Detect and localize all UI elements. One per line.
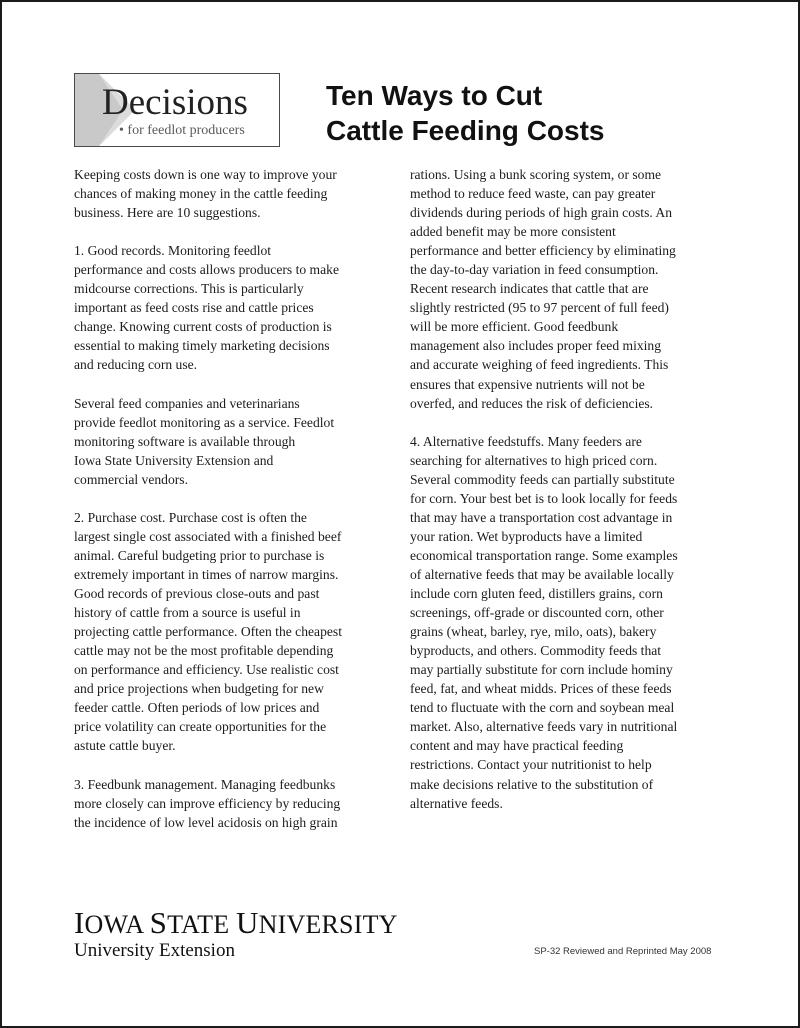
text-line: your ration. Wet byproducts have a limited — [410, 528, 643, 544]
university-word: OWA — [84, 910, 150, 939]
text-line: make decisions relative to the substitution of — [410, 776, 654, 792]
text-line: extremely important in times of narrow margins. — [74, 566, 339, 582]
text-line: change. Knowing current costs of production is — [74, 319, 332, 335]
text-line: animal. Careful budgeting prior to purchase is — [74, 547, 325, 563]
text-line: commercial vendors. — [74, 471, 188, 487]
paragraph — [410, 432, 740, 813]
decisions-logo — [74, 73, 280, 147]
text-line: include corn gluten feed, distillers grains, corn — [410, 586, 663, 602]
text-line: history of cattle from a source is useful in — [74, 605, 301, 621]
text-line: performance and better efficiency by eliminating — [410, 243, 676, 259]
text-line: of alternative feeds that may be available locally — [410, 566, 674, 582]
text-line: 1. Good records. Monitoring feedlot — [74, 243, 272, 259]
logo-title: Decisions — [102, 82, 248, 123]
text-line: for corn. Your best bet is to look locally for feeds — [410, 490, 678, 506]
text-line: dividends during periods of high grain costs. An — [410, 205, 673, 221]
paragraph — [74, 775, 404, 832]
text-line: midcourse corrections. This is particularly — [74, 281, 304, 297]
paragraph — [74, 508, 404, 756]
text-line: Keeping costs down is one way to improve your — [74, 167, 337, 182]
text-line: performance and costs allows producers to make — [74, 262, 339, 278]
text-line: restrictions. Contact your nutritionist to help — [410, 757, 652, 773]
text-line: 4. Alternative feedstuffs. Many feeders are — [410, 433, 642, 449]
university-word: TATE — [167, 910, 237, 939]
text-line: added benefit may be more consistent — [410, 224, 616, 240]
text-line: the day-to-day variation in feed consumption. — [410, 262, 659, 278]
paragraph — [74, 165, 404, 222]
text-line: searching for alternatives to high priced corn. — [410, 452, 658, 468]
text-line: astute cattle buyer. — [74, 738, 176, 754]
iowa-state-university-logo — [74, 905, 398, 961]
text-line: may partially substitute for corn include hominy — [410, 662, 673, 678]
text-line: price volatility can create opportunities for the — [74, 719, 327, 735]
university-word: NIVERSITY — [258, 910, 398, 939]
text-line: 3. Feedbunk management. Managing feedbunks — [74, 776, 336, 792]
text-line: economical transportation range. Some examples — [410, 547, 678, 563]
text-line: 2. Purchase cost. Purchase cost is often the — [74, 509, 307, 525]
text-line: and accurate weighing of feed ingredients. This — [410, 357, 669, 373]
text-line: that may have a transportation cost advantage in — [410, 509, 673, 525]
text-line: largest single cost associated with a finished beef — [74, 528, 342, 544]
text-line: rations. Using a bunk scoring system, or some — [410, 167, 662, 182]
text-line: Iowa State University Extension and — [74, 452, 274, 468]
text-line: more closely can improve efficiency by reducing — [74, 795, 341, 811]
text-line: byproducts, and others. Commodity feeds that — [410, 643, 662, 659]
text-line: feed, fat, and wheat midds. Prices of these feeds — [410, 681, 672, 697]
university-initial: S — [149, 905, 168, 940]
text-line: the incidence of low level acidosis on high grain — [74, 814, 338, 830]
university-initial: U — [236, 905, 259, 940]
text-line: screenings, off-grade or discounted corn, other — [410, 605, 664, 621]
paragraph — [74, 241, 404, 374]
text-line: will be more efficient. Good feedbunk — [410, 319, 619, 335]
text-line: market. Also, alternative feeds vary in nutritional — [410, 719, 678, 735]
paragraph — [74, 394, 404, 489]
logo-subtitle: • for feedlot producers — [119, 123, 245, 138]
text-line: Several commodity feeds can partially substitute — [410, 471, 675, 487]
text-line: provide feedlot monitoring as a service. Feedlot — [74, 414, 335, 430]
title-line: Cattle Feeding Costs — [326, 115, 605, 146]
text-line: monitoring software is available through — [74, 433, 296, 449]
text-line: essential to making timely marketing decisions — [74, 338, 330, 354]
document-title — [326, 78, 604, 148]
text-line: on performance and efficiency. Use realistic cost — [74, 662, 339, 678]
text-line: tend to fluctuate with the corn and soybean meal — [410, 700, 675, 716]
text-line: Several feed companies and veterinarians — [74, 395, 300, 411]
text-line: important as feed costs rise and cattle prices — [74, 300, 314, 316]
text-line: content and may have practical feeding — [410, 738, 624, 754]
publication-note: SP-32 Reviewed and Reprinted May 2008 — [534, 946, 712, 957]
university-extension: University Extension — [74, 940, 235, 961]
university-initial: I — [74, 905, 85, 940]
text-line: method to reduce feed waste, can pay greater — [410, 186, 656, 202]
text-line: ensures that expensive nutrients will not be — [410, 376, 645, 392]
text-line: overfed, and reduces the risk of deficiencies. — [410, 395, 654, 411]
text-line: slightly restricted (95 to 97 percent of full feed) — [410, 300, 669, 316]
text-line: and reducing corn use. — [74, 357, 198, 373]
right-column — [410, 165, 740, 813]
text-line: grains (wheat, barley, rye, milo, oats), bakery — [410, 624, 657, 640]
left-column — [74, 165, 404, 832]
text-line: projecting cattle performance. Often the cheapest — [74, 624, 342, 640]
text-line: alternative feeds. — [410, 795, 503, 811]
text-line: management also includes proper feed mixing — [410, 338, 662, 354]
university-name — [74, 905, 398, 940]
text-line: and price projections when budgeting for new — [74, 681, 324, 697]
text-line: Recent research indicates that cattle that are — [410, 281, 649, 297]
text-line: business. Here are 10 suggestions. — [74, 205, 261, 221]
text-line: cattle may not be the most profitable depending — [74, 643, 334, 659]
title-line: Ten Ways to Cut — [326, 80, 543, 111]
text-line: Good records of previous close-outs and past — [74, 586, 320, 602]
text-line: feeder cattle. Often periods of low prices and — [74, 700, 320, 716]
paragraph — [410, 165, 740, 413]
text-line: chances of making money in the cattle feeding — [74, 186, 328, 202]
